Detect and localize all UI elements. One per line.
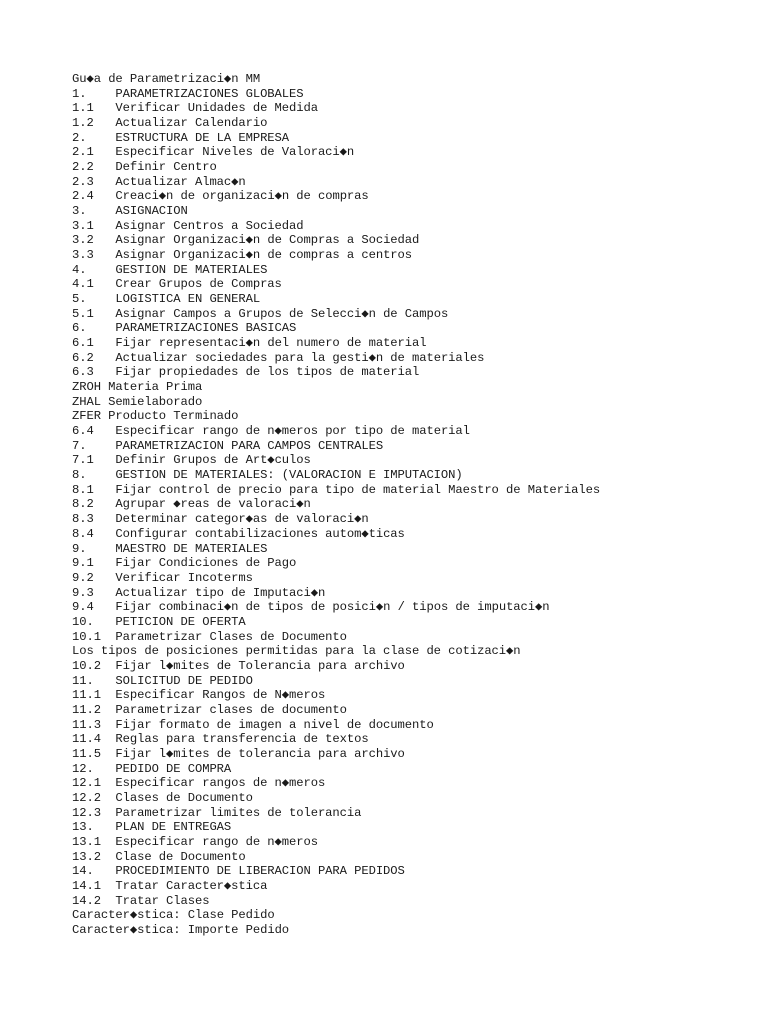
document-line: ZROH Materia Prima — [72, 380, 203, 395]
document-content — [72, 72, 752, 938]
document-line: ZHAL Semielaborado — [72, 394, 203, 409]
document-line: 2.3 Actualizar Almac◆n — [72, 174, 246, 189]
document-line: 9. MAESTRO DE MATERIALES — [72, 541, 268, 556]
document-line: 6.2 Actualizar sociedades para la gesti◆n de materiales — [72, 350, 485, 365]
document-line: 5.1 Asignar Campos a Grupos de Selecci◆n de Campos — [72, 306, 449, 321]
document-line: Caracter◆stica: Importe Pedido — [72, 922, 290, 937]
document-line: 8. GESTION DE MATERIALES: (VALORACION E IMPUTACION) — [72, 468, 463, 483]
document-title: Gu◆a de Parametrizaci◆n MM — [72, 72, 261, 86]
document-line: 6.1 Fijar representaci◆n del numero de material — [72, 336, 427, 351]
document-line: 12.1 Especificar rangos de n◆meros — [72, 776, 326, 791]
document-line: 1.1 Verificar Unidades de Medida — [72, 101, 318, 116]
document-line: 3. ASIGNACION — [72, 204, 188, 219]
document-line: 9.4 Fijar combinaci◆n de tipos de posici◆n / tipos de imputaci◆n — [72, 600, 550, 615]
document-lines — [72, 87, 752, 938]
document-line: 13. PLAN DE ENTREGAS — [72, 820, 232, 835]
document-line: 12. PEDIDO DE COMPRA — [72, 761, 232, 776]
document-line: 10.1 Parametrizar Clases de Documento — [72, 629, 347, 644]
document-line: 9.2 Verificar Incoterms — [72, 570, 253, 585]
document-line: 9.1 Fijar Condiciones de Pago — [72, 556, 297, 571]
document-line: 13.2 Clase de Documento — [72, 849, 246, 864]
document-line: 2.1 Especificar Niveles de Valoraci◆n — [72, 145, 355, 160]
document-line: Los tipos de posiciones permitidas para la clase de cotizaci◆n — [72, 644, 521, 659]
document-line: 11.5 Fijar l◆mites de tolerancia para archivo — [72, 746, 405, 761]
document-line: 2.2 Definir Centro — [72, 160, 217, 175]
document-line: 5. LOGISTICA EN GENERAL — [72, 292, 261, 307]
document-line: 2. ESTRUCTURA DE LA EMPRESA — [72, 130, 290, 145]
document-line: Caracter◆stica: Clase Pedido — [72, 908, 275, 923]
document-line: 12.2 Clases de Documento — [72, 790, 253, 805]
document-line: 7. PARAMETRIZACION PARA CAMPOS CENTRALES — [72, 438, 384, 453]
document-line: 12.3 Parametrizar limites de tolerancia — [72, 805, 362, 820]
document-line: 4.1 Crear Grupos de Compras — [72, 277, 282, 292]
document-line: 13.1 Especificar rango de n◆meros — [72, 834, 318, 849]
document-line: 11.4 Reglas para transferencia de textos — [72, 732, 369, 747]
document-line: ZFER Producto Terminado — [72, 409, 239, 424]
document-line: 9.3 Actualizar tipo de Imputaci◆n — [72, 585, 326, 600]
document-line: 2.4 Creaci◆n de organizaci◆n de compras — [72, 189, 369, 204]
document-line: 10.2 Fijar l◆mites de Tolerancia para archivo — [72, 658, 405, 673]
document-line: 7.1 Definir Grupos de Art◆culos — [72, 453, 311, 468]
document-line: 10. PETICION DE OFERTA — [72, 614, 246, 629]
document-line: 1.2 Actualizar Calendario — [72, 116, 268, 131]
document-line: 6. PARAMETRIZACIONES BASICAS — [72, 321, 297, 336]
document-line: 3.2 Asignar Organizaci◆n de Compras a Sociedad — [72, 233, 420, 248]
document-line: 4. GESTION DE MATERIALES — [72, 262, 268, 277]
document-line: 11. SOLICITUD DE PEDIDO — [72, 673, 253, 688]
document-line: 11.3 Fijar formato de imagen a nivel de documento — [72, 717, 434, 732]
document-line: 14.2 Tratar Clases — [72, 893, 210, 908]
document-line: 11.1 Especificar Rangos de N◆meros — [72, 688, 326, 703]
document-line: 8.1 Fijar control de precio para tipo de material Maestro de Materiales — [72, 482, 601, 497]
document-line: 3.3 Asignar Organizaci◆n de compras a centros — [72, 248, 413, 263]
document-line: 14.1 Tratar Caracter◆stica — [72, 878, 268, 893]
document-line: 3.1 Asignar Centros a Sociedad — [72, 218, 304, 233]
document-line: 6.3 Fijar propiedades de los tipos de material — [72, 365, 420, 380]
document-line: 11.2 Parametrizar clases de documento — [72, 702, 347, 717]
document-line: 8.3 Determinar categor◆as de valoraci◆n — [72, 512, 369, 527]
document-line: 6.4 Especificar rango de n◆meros por tipo de material — [72, 424, 470, 439]
document-line: 8.2 Agrupar ◆reas de valoraci◆n — [72, 497, 311, 512]
document-line: 8.4 Configurar contabilizaciones autom◆ticas — [72, 526, 405, 541]
document-line: 14. PROCEDIMIENTO DE LIBERACION PARA PEDIDOS — [72, 864, 405, 879]
document-line: 1. PARAMETRIZACIONES GLOBALES — [72, 86, 304, 101]
